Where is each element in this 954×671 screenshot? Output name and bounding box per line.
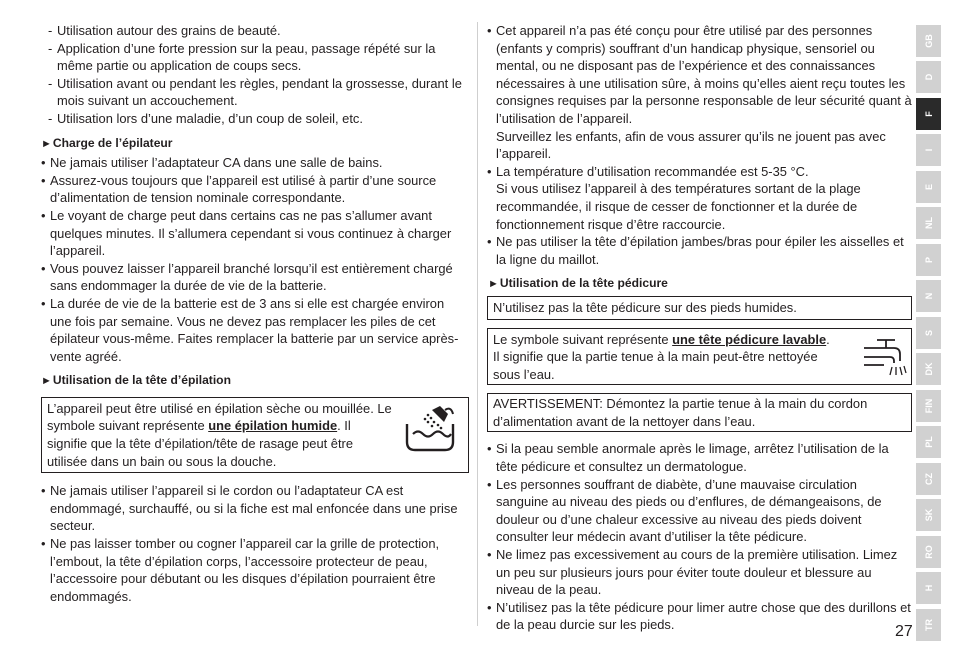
- language-tab-label: RO: [923, 545, 934, 559]
- bullet-marker: •: [41, 155, 46, 171]
- list-item-text: Ne jamais utiliser l’appareil si le cordon ou l’adaptateur CA est endommagé, surchauffé, ou si la fiche est mal enfoncée dans une prise secteur.: [50, 483, 458, 534]
- language-tab-label: I: [923, 148, 934, 152]
- washable-notice-box: [487, 328, 912, 386]
- bullet-marker: •: [41, 172, 46, 188]
- language-tab-label: TR: [923, 619, 934, 631]
- triangle-icon: ►: [41, 375, 52, 388]
- bullet-marker: •: [487, 441, 492, 457]
- list-item: [41, 172, 469, 207]
- list-item-text: La température d’utilisation recommandée est 5-35 °C.: [496, 163, 809, 179]
- language-tab: [916, 280, 941, 312]
- wet-epilation-term: une épilation humide: [208, 418, 338, 434]
- language-tab: [916, 171, 941, 203]
- dash-marker: -: [48, 40, 53, 56]
- list-item: [41, 110, 469, 128]
- bullet-marker: •: [487, 163, 492, 179]
- bullet-marker: •: [487, 547, 492, 563]
- language-tab-label: N: [923, 292, 934, 300]
- list-item: [487, 233, 912, 268]
- list-item-text: Assurez-vous toujours que l’appareil est utilisé à partir d’une source d’alimentation de tension nominale correspondante.: [50, 172, 437, 206]
- list-item: [487, 440, 912, 475]
- washable-term: une tête pédicure lavable: [672, 331, 827, 347]
- language-tab: [916, 25, 941, 57]
- list-item: [41, 260, 469, 295]
- language-tab-label: SK: [923, 508, 934, 522]
- list-item: [41, 295, 469, 365]
- list-item-text: Application d’une forte pression sur la peau, passage répété sur la même partie ou application de coups secs.: [57, 40, 436, 74]
- bullet-marker: •: [41, 207, 46, 223]
- triangle-icon: ►: [41, 137, 52, 150]
- language-tab: [916, 244, 941, 276]
- list-item: [41, 154, 469, 172]
- left-column: [41, 22, 469, 605]
- list-item: [487, 546, 912, 599]
- language-tab: [916, 353, 941, 385]
- language-tab: [916, 317, 941, 349]
- language-tab-label: S: [923, 329, 934, 337]
- list-item: [487, 163, 912, 233]
- list-item-text: Surveillez les enfants, afin de vous assurer qu’ils ne jouent pas avec l’appareil.: [496, 128, 886, 162]
- bullet-marker: •: [41, 483, 46, 499]
- bullet-marker: •: [41, 260, 46, 276]
- language-tab: [916, 61, 941, 93]
- notice-text: L’appareil peut être utilisé en épilation sèche ou mouillée. Le symbole suivant représente une épilation humide. Il signifie que la tête d’épilation/tête de rasage peut être utilisée dans un bain ou sous la douche.: [47, 400, 392, 469]
- list-item-text: Si la peau semble anormale après le limage, arrêtez l’utilisation de la tête pédicure et consultez un dermatologue.: [496, 441, 889, 475]
- list-item-text: N’utilisez pas la tête pédicure pour limer autre chose que des durillons et de la peau durcie sur les pieds.: [496, 599, 911, 633]
- triangle-icon: ►: [488, 278, 499, 291]
- column-divider: [477, 22, 478, 626]
- list-item: [487, 22, 912, 163]
- page-number: 27: [895, 623, 913, 640]
- bullet-marker: •: [41, 536, 46, 552]
- language-tab-label: NL: [923, 217, 934, 229]
- heading-text: Utilisation de la tête pédicure: [499, 276, 668, 291]
- language-tab-label: FIN: [923, 398, 934, 414]
- list-item-text: Si vous utilisez l’appareil à des températures sortant de la plage recommandée, il risque de cesser de fonctionner et la durée de fonctionnement risque d’être raccourcie.: [496, 181, 861, 232]
- dash-marker: -: [48, 23, 53, 38]
- language-tab: [916, 499, 941, 531]
- language-tab: [916, 463, 941, 495]
- language-tab: [916, 98, 941, 130]
- language-tab-label: D: [923, 73, 934, 81]
- list-item-text: La durée de vie de la batterie est de 3 ans si elle est chargée environ une fois par semaine. Vous ne devez pas remplacer les piles de cet épilateur vous-même. Faites remplacer la batterie par un service après-vente agréé.: [50, 295, 459, 364]
- language-tab: [916, 134, 941, 166]
- notice-text: AVERTISSEMENT: Démontez la partie tenue à la main du cordon d’alimentation avant de la nettoyer dans l’eau.: [493, 396, 868, 429]
- heading-text: Charge de l’épilateur: [52, 135, 173, 150]
- language-tab: [916, 390, 941, 422]
- list-item-text: Ne pas laisser tomber ou cogner l’appareil car la grille de protection, l’embout, la tête d’épilation corps, l’accessoire protecteur de peau, l’accessoire pour débutant ou les disques d’épilation pourraient être endommagés.: [50, 536, 440, 604]
- section-heading-pedicure: [488, 275, 912, 294]
- notice-text: N’utilisez pas la tête pédicure sur des pieds humides.: [493, 299, 797, 315]
- bullet-marker: •: [487, 234, 492, 250]
- list-item-text: Le voyant de charge peut dans certains cas ne pas s’allumer avant quelques minutes. Il s’allumera cependant si vous continuez à charger l’appareil.: [50, 207, 452, 259]
- list-item: [41, 207, 469, 260]
- language-tab-label: DK: [923, 362, 934, 376]
- language-tab-label: CZ: [923, 473, 934, 485]
- dash-marker: -: [48, 75, 53, 91]
- list-item-text: Ne jamais utiliser l’adaptateur CA dans une salle de bains.: [50, 155, 383, 171]
- list-item: [41, 482, 469, 535]
- list-item: [41, 535, 469, 605]
- list-item-text: Ne limez pas excessivement au cours de la première utilisation. Limez un peu sur plusieurs jours pour éviter toute douleur et blessure au niveau de la peau.: [496, 547, 898, 598]
- language-tab-label: PL: [923, 436, 934, 448]
- list-item-text: Utilisation lors d’une maladie, d’un coup de soleil, etc.: [57, 110, 363, 126]
- avertissement-box: [487, 393, 912, 432]
- language-tab: [916, 207, 941, 239]
- language-tab: [916, 609, 941, 641]
- list-item: [41, 22, 469, 40]
- dash-marker: -: [48, 110, 53, 126]
- language-tab-label: H: [923, 584, 934, 592]
- language-tab-label: GB: [923, 34, 934, 48]
- list-item-text: Vous pouvez laisser l’appareil branché lorsqu’il est entièrement chargé sans endommager la durée de vie de la batterie.: [50, 260, 453, 294]
- humid-warning-box: [487, 296, 912, 320]
- list-item: [41, 75, 469, 110]
- bullet-marker: •: [487, 599, 492, 615]
- section-heading-usage: [41, 372, 469, 391]
- section-heading-charge: [41, 135, 469, 154]
- washable-pedicure-icon: [861, 337, 907, 377]
- list-item-text: Les personnes souffrant de diabète, d’une mauvaise circulation sanguine au niveau des pieds ou d’enflures, de démangeaisons, de douleur ou d’une chaleur excessive au niveau des pieds doivent consulter leur médecin avant d’utiliser la tête pédicure.: [496, 476, 882, 545]
- language-tab-label: F: [923, 111, 934, 117]
- language-tab: [916, 426, 941, 458]
- list-item-text: Cet appareil n’a pas été conçu pour être utilisé par des personnes (enfants y compris) souffrant d’un handicap physique, sensoriel ou mental, ou ne disposant pas de l’expérience et des connaissances nécessaires à une utilisation sûre, à moins qu’elles aient reçu toutes les consignes requises par la personne responsable de leur sécurité quant à l’utilisation de l’appareil.: [496, 23, 912, 126]
- bullet-marker: •: [41, 295, 46, 311]
- list-item: [487, 599, 912, 634]
- language-tab-label: P: [923, 256, 934, 264]
- list-item: [487, 476, 912, 546]
- wet-epilation-icon: [404, 404, 456, 452]
- heading-text: Utilisation de la tête d’épilation: [52, 373, 231, 388]
- notice-text: Le symbole suivant représente une tête pédicure lavable. Il signifie que la partie tenue à la main peut-être nettoyée sous l’eau.: [493, 331, 830, 382]
- language-tab: [916, 536, 941, 568]
- list-item: [41, 40, 469, 75]
- list-item-text: Utilisation autour des grains de beauté.: [57, 23, 281, 38]
- list-item-text: Utilisation avant ou pendant les règles, pendant la grossesse, durant le mois suivant un accouchement.: [57, 75, 462, 109]
- right-column: [487, 22, 912, 634]
- list-item-text: Ne pas utiliser la tête d’épilation jambes/bras pour épiler les aisselles et la ligne du maillot.: [496, 234, 904, 267]
- wet-use-notice-box: [41, 397, 469, 473]
- language-tab-label: E: [923, 183, 934, 191]
- language-tab: [916, 572, 941, 604]
- bullet-marker: •: [487, 476, 492, 492]
- bullet-marker: •: [487, 23, 492, 38]
